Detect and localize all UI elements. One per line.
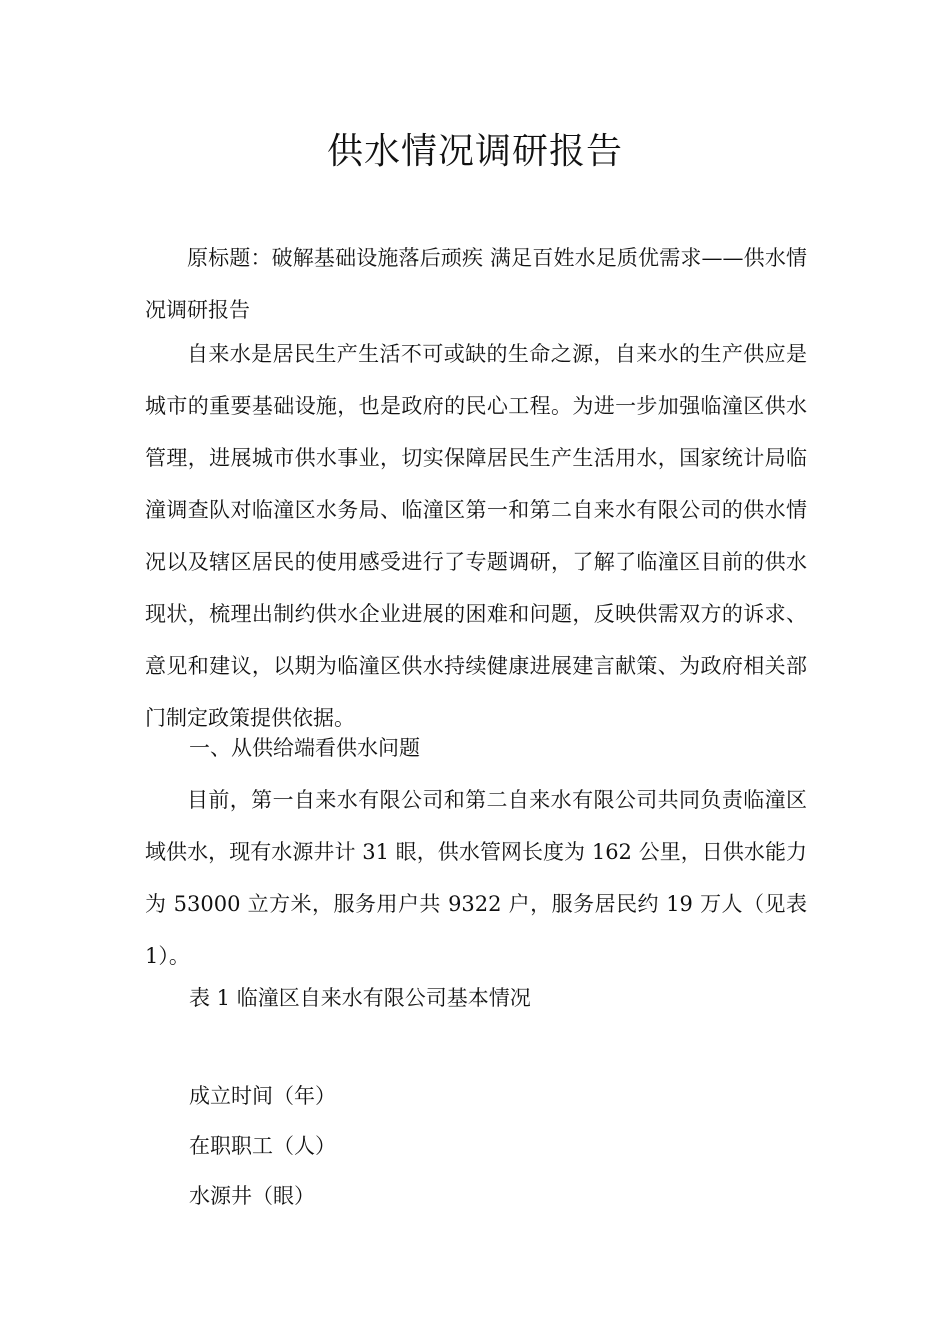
document-title: 供水情况调研报告 (326, 131, 623, 172)
table-1-caption: 表 1 临潼区自来水有限公司基本情况 (189, 986, 531, 1010)
table-row-label: 在职职工（人） (189, 1134, 336, 1158)
original-title-paragraph: 原标题：破解基础设施落后顽疾 满足百姓水足质优需求——供水情况调研报告 (145, 246, 807, 322)
intro-paragraph: 自来水是居民生产生活不可或缺的生命之源，自来水的生产供应是城市的重要基础设施，也是政府的民心工程。为进一步加强临潼区供水管理，进展城市供水事业，切实保障居民生产生活用水，国家统计局临潼调查队对临潼区水务局、临潼区第一和第二自来水有限公司的供水情况以及辖区居民的使用感受进行了专题调研，了解了临潼区目前的供水现状，梳理出制约供水企业进展的困难和问题，反映供需双方的诉求、意见和建议，以期为临潼区供水持续健康进展建言献策、为政府相关部门制定政策提供依据。 (145, 342, 807, 730)
table-row-label: 水源井（眼） (189, 1184, 315, 1208)
section-1-paragraph: 目前，第一自来水有限公司和第二自来水有限公司共同负责临潼区域供水，现有水源井计 31 眼，供水管网长度为 162 公里，日供水能力为 53000 立方米，服务用户共 9322 户，服务居民约 19 万人（见表 1）。 (145, 788, 807, 968)
table-row-label: 成立时间（年） (189, 1084, 336, 1108)
section-1-heading: 一、从供给端看供水问题 (189, 736, 420, 760)
